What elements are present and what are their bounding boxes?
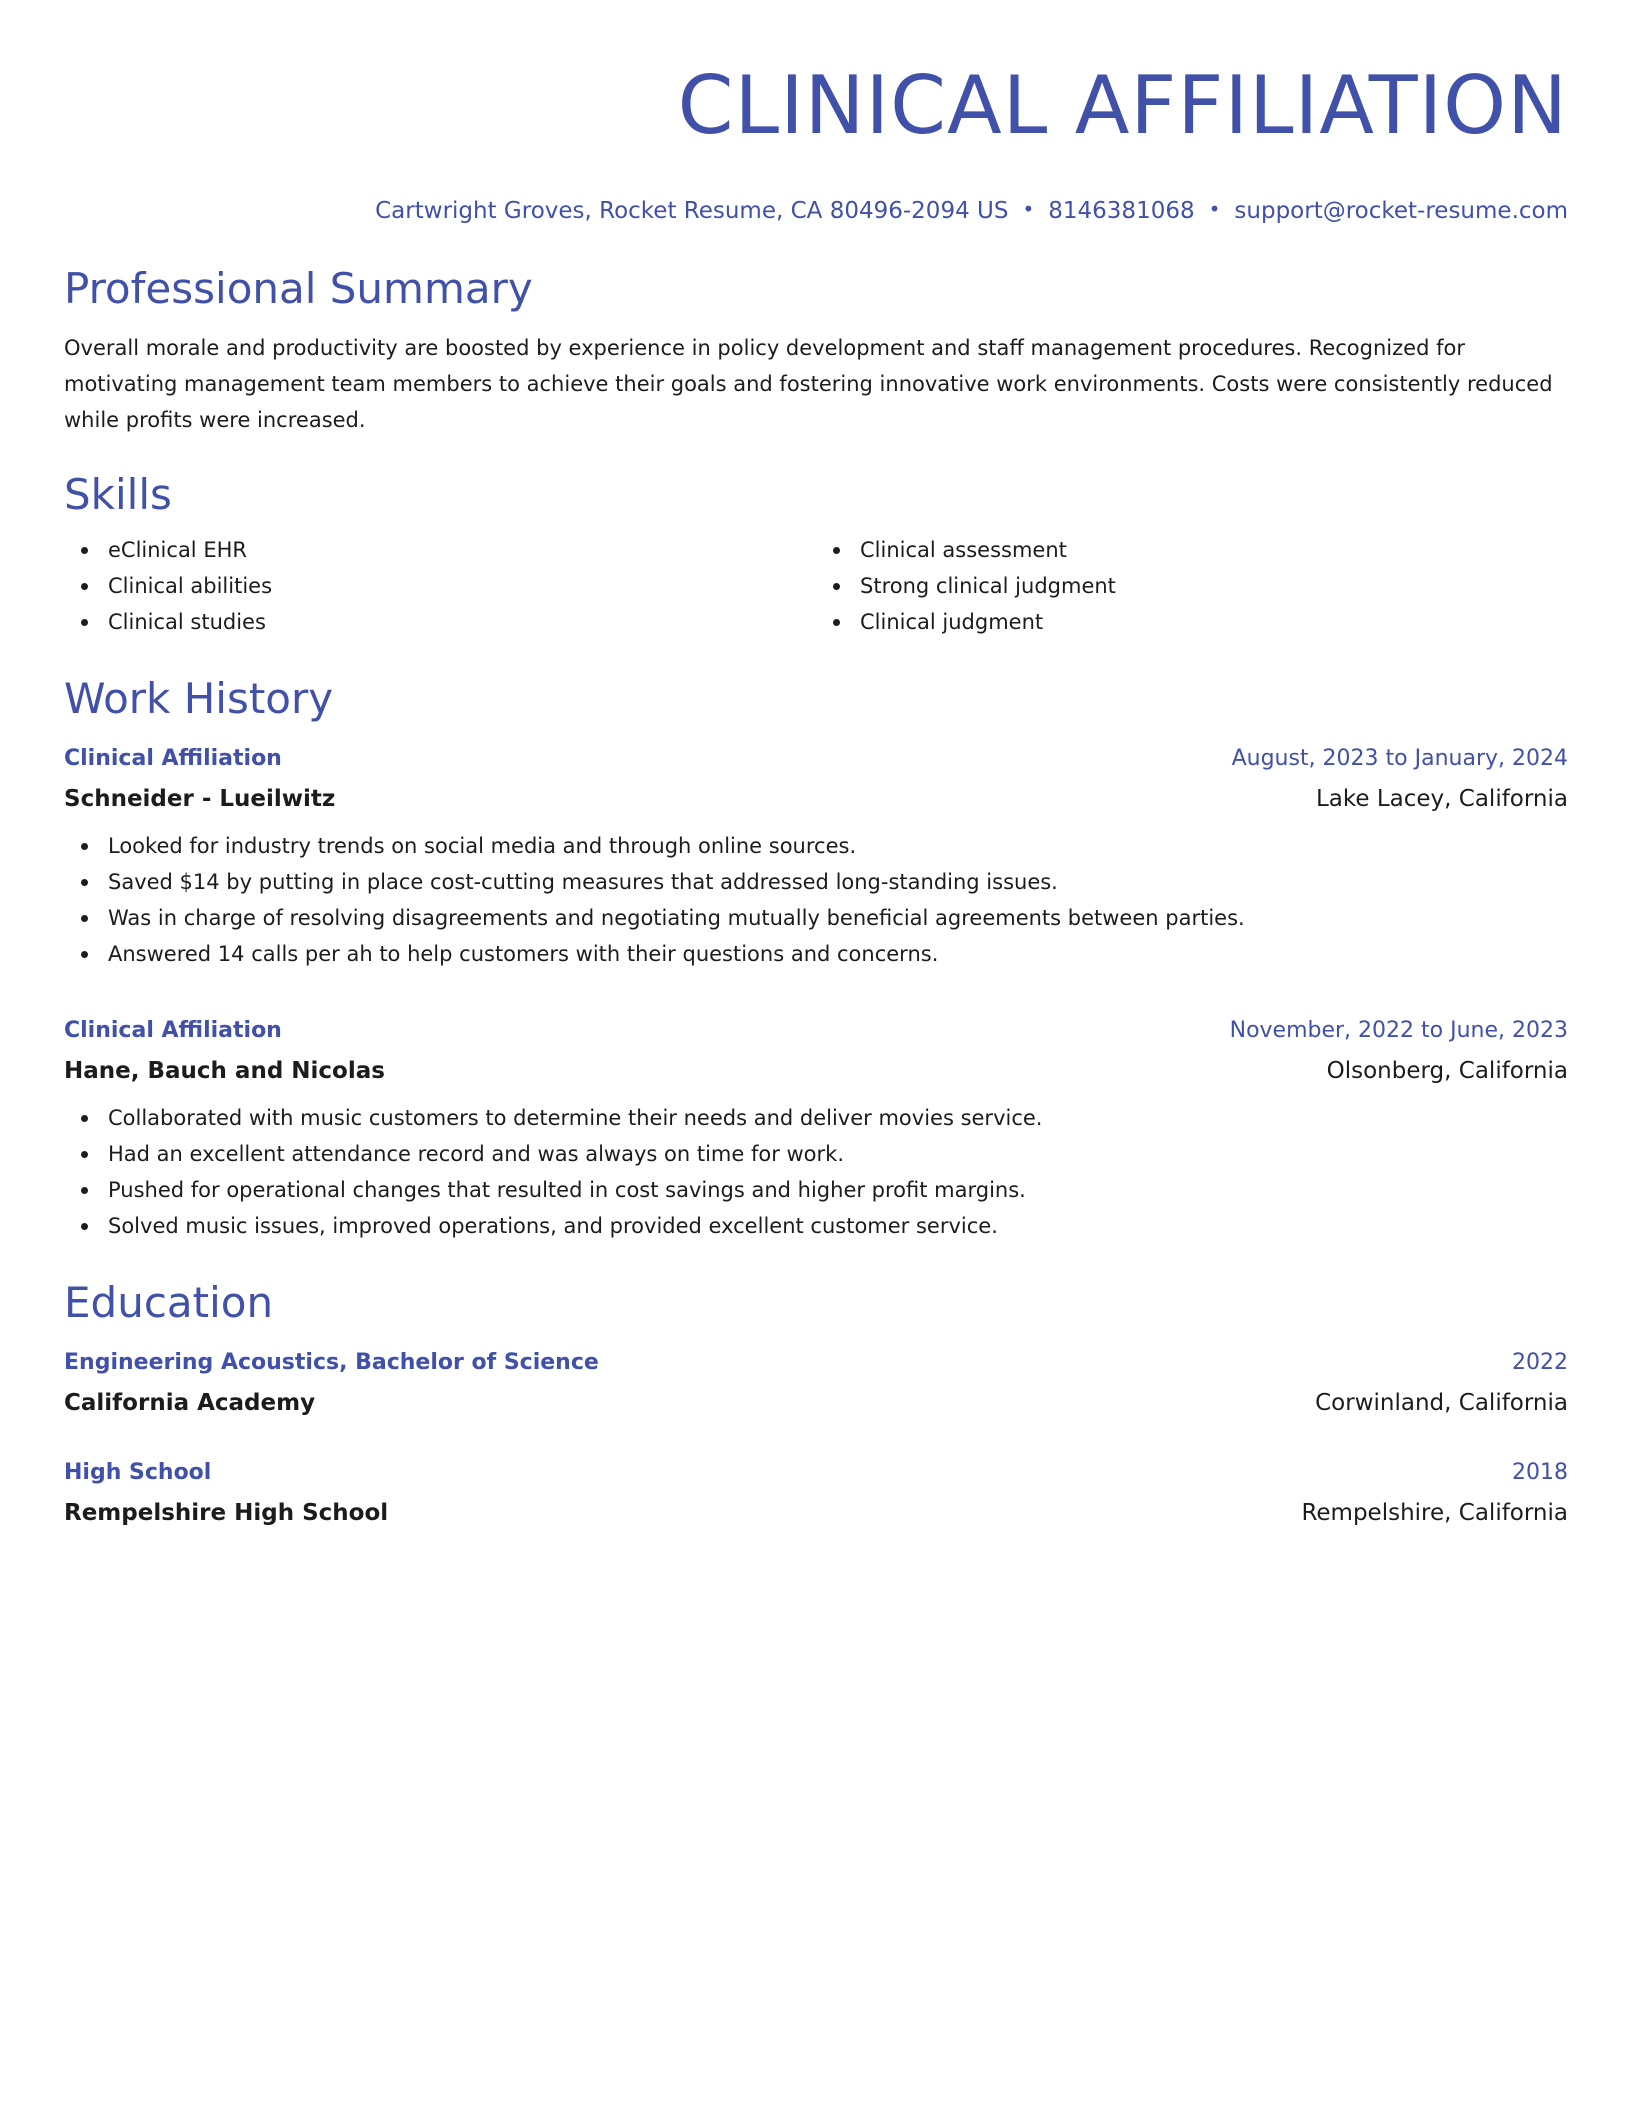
skill-item: Clinical judgment [816, 604, 1568, 640]
job-duty: Had an excellent attendance record and was always on time for work. [64, 1136, 1568, 1172]
job-dates: November, 2022 to June, 2023 [1229, 1018, 1568, 1043]
company-name: Schneider - Lueilwitz [64, 786, 336, 812]
job-title: Clinical Affiliation [64, 746, 282, 771]
education-entry-header [64, 1348, 1568, 1378]
job-duty: Saved $14 by putting in place cost-cutting measures that addressed long-standing issues. [64, 864, 1568, 900]
skills-heading: Skills [64, 470, 172, 519]
education-entry-subheader [64, 1498, 1568, 1528]
work-entry [64, 1016, 1568, 1244]
school-location: Rempelshire, California [1301, 1500, 1568, 1526]
work-section [64, 674, 1568, 1244]
job-location: Olsonberg, California [1326, 1058, 1568, 1084]
summary-heading: Professional Summary [64, 264, 533, 313]
candidate-name: CLINICAL AFFILIATION [677, 59, 1568, 152]
skills-grid [64, 532, 1568, 640]
education-entry-subheader [64, 1388, 1568, 1418]
school-location: Corwinland, California [1315, 1390, 1568, 1416]
job-duty: Pushed for operational changes that resulted in cost savings and higher profit margins. [64, 1172, 1568, 1208]
skill-item: eClinical EHR [64, 532, 816, 568]
work-entry-header [64, 1016, 1568, 1046]
skills-section [64, 470, 1568, 640]
job-duty: Was in charge of resolving disagreements and negotiating mutually beneficial agreements between parties. [64, 900, 1568, 936]
education-entry [64, 1348, 1568, 1418]
company-name: Hane, Bauch and Nicolas [64, 1058, 385, 1084]
degree-name: High School [64, 1460, 212, 1485]
job-title: Clinical Affiliation [64, 1018, 282, 1043]
skills-list-left [64, 532, 816, 640]
graduation-year: 2022 [1512, 1350, 1568, 1375]
work-entry-subheader [64, 784, 1568, 814]
job-duties [64, 828, 1568, 972]
job-duty: Answered 14 calls per ah to help customers with their questions and concerns. [64, 936, 1568, 972]
skill-item: Clinical abilities [64, 568, 816, 604]
job-dates: August, 2023 to January, 2024 [1231, 746, 1568, 771]
education-heading: Education [64, 1278, 274, 1327]
job-duty: Solved music issues, improved operations, and provided excellent customer service. [64, 1208, 1568, 1244]
skill-item: Strong clinical judgment [816, 568, 1568, 604]
summary-text: Overall morale and productivity are boosted by experience in policy development and staff management procedures. Recognized for motivating management team members to achieve their goals and fostering innovative work environments. Costs were consistently reduced while profits were increased. [64, 336, 1553, 432]
work-heading: Work History [64, 674, 334, 723]
education-entry-header [64, 1458, 1568, 1488]
contact-separator: • [1022, 197, 1035, 221]
job-location: Lake Lacey, California [1315, 786, 1568, 812]
degree-name: Engineering Acoustics, Bachelor of Science [64, 1350, 599, 1375]
contact-email: support@rocket-resume.com [1234, 198, 1568, 224]
skill-item: Clinical assessment [816, 532, 1568, 568]
contact-separator: • [1208, 197, 1221, 221]
contact-phone: 8146381068 [1048, 198, 1195, 224]
work-entry-header [64, 744, 1568, 774]
education-entry [64, 1458, 1568, 1528]
job-duty: Looked for industry trends on social media and through online sources. [64, 828, 1568, 864]
skill-item: Clinical studies [64, 604, 816, 640]
job-duty: Collaborated with music customers to determine their needs and deliver movies service. [64, 1100, 1568, 1136]
school-name: California Academy [64, 1390, 316, 1416]
contact-address: Cartwright Groves, Rocket Resume, CA 80496-2094 US [375, 198, 1009, 224]
work-entry-subheader [64, 1056, 1568, 1086]
resume-header [64, 60, 1568, 226]
graduation-year: 2018 [1512, 1460, 1568, 1485]
job-duties [64, 1100, 1568, 1244]
summary-section [64, 264, 1568, 438]
contact-line [64, 196, 1568, 226]
education-section [64, 1278, 1568, 1528]
skills-list-right [816, 532, 1568, 640]
school-name: Rempelshire High School [64, 1500, 389, 1526]
work-entry [64, 744, 1568, 972]
